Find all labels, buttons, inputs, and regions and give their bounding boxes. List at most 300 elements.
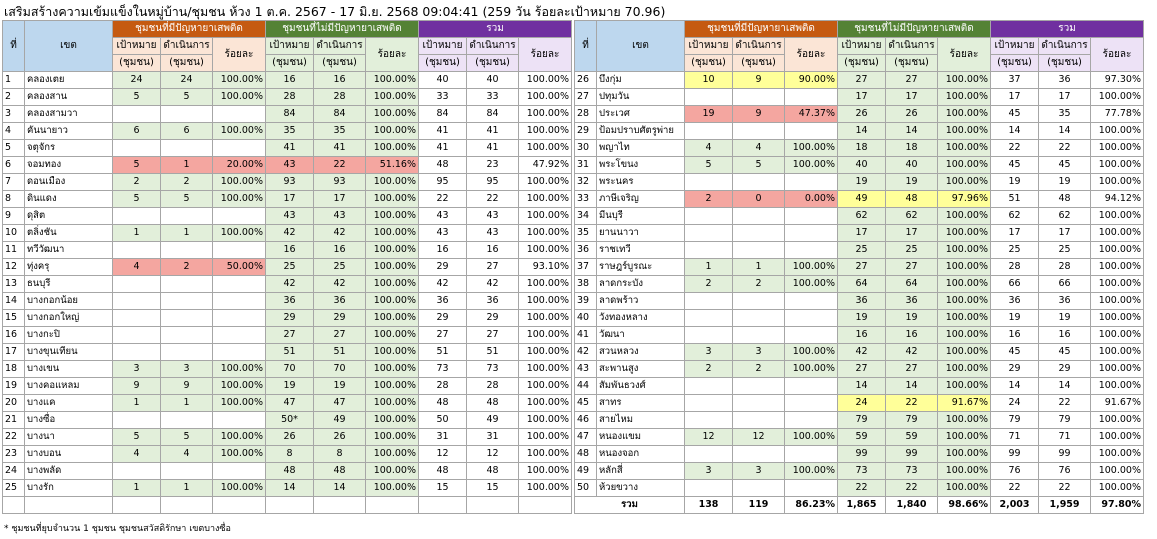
total-target: 50 bbox=[419, 412, 467, 429]
row-number: 6 bbox=[3, 157, 25, 174]
total-target: 22 bbox=[991, 140, 1039, 157]
total-target: 41 bbox=[419, 123, 467, 140]
drug-target: 4 bbox=[113, 259, 161, 276]
blank-cell bbox=[314, 497, 366, 514]
total-target: 16 bbox=[991, 327, 1039, 344]
table-row bbox=[575, 208, 1144, 225]
blank-cell bbox=[25, 497, 113, 514]
total-target: 84 bbox=[419, 106, 467, 123]
drug-done: 3 bbox=[733, 463, 785, 480]
nodrug-percent: 100.00% bbox=[366, 242, 419, 259]
total-done: 99 bbox=[1039, 446, 1091, 463]
drug-percent: 100.00% bbox=[213, 361, 266, 378]
nodrug-done: 41 bbox=[314, 140, 366, 157]
total-percent: 100.00% bbox=[519, 480, 572, 497]
nodrug-percent: 100.00% bbox=[938, 72, 991, 89]
done-header: ดำเนินการ bbox=[467, 38, 519, 55]
percent-header: ร้อยละ bbox=[785, 38, 838, 72]
total-target: 71 bbox=[991, 429, 1039, 446]
total-done: 28 bbox=[1039, 259, 1091, 276]
table-row bbox=[3, 361, 572, 378]
total-target: 25 bbox=[991, 242, 1039, 259]
done-header: ดำเนินการ bbox=[733, 38, 785, 55]
drug-target: 1 bbox=[113, 480, 161, 497]
nodrug-target: 27 bbox=[266, 327, 314, 344]
drug-percent bbox=[785, 174, 838, 191]
table-row bbox=[575, 378, 1144, 395]
total-target: 43 bbox=[419, 208, 467, 225]
nodrug-target: 8 bbox=[266, 446, 314, 463]
nodrug-target: 28 bbox=[266, 89, 314, 106]
table-row bbox=[3, 395, 572, 412]
table-row bbox=[3, 293, 572, 310]
nodrug-percent: 100.00% bbox=[366, 106, 419, 123]
total-done: 43 bbox=[467, 225, 519, 242]
target-header: เป้าหมาย bbox=[266, 38, 314, 55]
nodrug-done: 99 bbox=[886, 446, 938, 463]
drug-done: 4 bbox=[733, 140, 785, 157]
nodrug-percent: 100.00% bbox=[366, 395, 419, 412]
drug-percent: 100.00% bbox=[213, 72, 266, 89]
nodrug-target: 42 bbox=[838, 344, 886, 361]
total-group-header: รวม bbox=[419, 21, 572, 38]
row-number: 1 bbox=[3, 72, 25, 89]
drug-percent bbox=[213, 310, 266, 327]
tables-wrap bbox=[2, 20, 1144, 514]
nodrug-target: 14 bbox=[838, 378, 886, 395]
row-number: 11 bbox=[3, 242, 25, 259]
percent-header: ร้อยละ bbox=[213, 38, 266, 72]
drug-percent bbox=[785, 242, 838, 259]
nodrug-target: 16 bbox=[266, 242, 314, 259]
nodrug-done: 36 bbox=[886, 293, 938, 310]
drug-percent bbox=[785, 89, 838, 106]
total-nodrug-percent: 98.66% bbox=[938, 497, 991, 514]
nodrug-target: 99 bbox=[838, 446, 886, 463]
nodrug-done: 14 bbox=[886, 123, 938, 140]
nodrug-percent: 100.00% bbox=[938, 344, 991, 361]
table-row bbox=[575, 344, 1144, 361]
total-percent: 100.00% bbox=[1091, 259, 1144, 276]
district-name: บางขุนเทียน bbox=[25, 344, 113, 361]
drug-percent bbox=[785, 123, 838, 140]
district-name: บางนา bbox=[25, 429, 113, 446]
drug-percent bbox=[213, 242, 266, 259]
total-percent: 100.00% bbox=[1091, 157, 1144, 174]
nodrug-done: 27 bbox=[886, 259, 938, 276]
drug-done bbox=[161, 412, 213, 429]
total-done: 31 bbox=[467, 429, 519, 446]
total-percent: 100.00% bbox=[519, 395, 572, 412]
done-header: ดำเนินการ bbox=[314, 38, 366, 55]
total-done: 16 bbox=[1039, 327, 1091, 344]
total-percent: 100.00% bbox=[519, 327, 572, 344]
nodrug-done: 35 bbox=[314, 123, 366, 140]
nodrug-done: 79 bbox=[886, 412, 938, 429]
total-percent: 100.00% bbox=[1091, 140, 1144, 157]
blank-cell bbox=[366, 497, 419, 514]
nodrug-percent: 100.00% bbox=[938, 378, 991, 395]
total-done: 14 bbox=[1039, 378, 1091, 395]
drug-done bbox=[733, 395, 785, 412]
drug-done bbox=[161, 344, 213, 361]
drug-percent bbox=[785, 378, 838, 395]
unit-header: (ชุมชน) bbox=[467, 55, 519, 72]
total-percent: 100.00% bbox=[1091, 208, 1144, 225]
row-number: 27 bbox=[575, 89, 597, 106]
drug-percent: 50.00% bbox=[213, 259, 266, 276]
nodrug-target: 16 bbox=[838, 327, 886, 344]
drug-target bbox=[685, 412, 733, 429]
total-target: 48 bbox=[419, 157, 467, 174]
drug-percent: 100.00% bbox=[785, 429, 838, 446]
done-header: ดำเนินการ bbox=[886, 38, 938, 55]
total-all-done: 1,959 bbox=[1039, 497, 1091, 514]
total-percent: 100.00% bbox=[519, 208, 572, 225]
nodrug-done: 25 bbox=[314, 259, 366, 276]
total-target: 45 bbox=[991, 157, 1039, 174]
drug-percent bbox=[213, 344, 266, 361]
row-number: 35 bbox=[575, 225, 597, 242]
total-target: 42 bbox=[419, 276, 467, 293]
district-name: พญาไท bbox=[597, 140, 685, 157]
drug-target: 2 bbox=[113, 174, 161, 191]
col-district-header: เขต bbox=[597, 21, 685, 72]
total-target: 99 bbox=[991, 446, 1039, 463]
district-name: ยานนาวา bbox=[597, 225, 685, 242]
total-target: 14 bbox=[991, 378, 1039, 395]
total-target: 29 bbox=[419, 310, 467, 327]
table-row bbox=[575, 89, 1144, 106]
drug-percent bbox=[785, 225, 838, 242]
district-name: ราษฎร์บูรณะ bbox=[597, 259, 685, 276]
nodrug-target: 62 bbox=[838, 208, 886, 225]
total-percent: 100.00% bbox=[1091, 361, 1144, 378]
drug-target: 6 bbox=[113, 123, 161, 140]
left-table-body bbox=[3, 72, 572, 514]
drug-target bbox=[685, 208, 733, 225]
nodrug-target: 42 bbox=[266, 225, 314, 242]
table-row bbox=[3, 242, 572, 259]
total-percent: 100.00% bbox=[1091, 344, 1144, 361]
total-drug-done: 119 bbox=[733, 497, 785, 514]
nodrug-done: 17 bbox=[886, 225, 938, 242]
drug-percent bbox=[785, 293, 838, 310]
total-target: 28 bbox=[991, 259, 1039, 276]
total-target: 19 bbox=[991, 310, 1039, 327]
row-number: 22 bbox=[3, 429, 25, 446]
total-target: 33 bbox=[419, 89, 467, 106]
nodrug-percent: 100.00% bbox=[366, 208, 419, 225]
total-done: 71 bbox=[1039, 429, 1091, 446]
total-done: 36 bbox=[1039, 293, 1091, 310]
total-target: 66 bbox=[991, 276, 1039, 293]
drug-target bbox=[685, 242, 733, 259]
drug-done: 9 bbox=[161, 378, 213, 395]
done-header: ดำเนินการ bbox=[161, 38, 213, 55]
district-name: ห้วยขวาง bbox=[597, 480, 685, 497]
drug-target: 1 bbox=[113, 395, 161, 412]
total-target: 16 bbox=[419, 242, 467, 259]
nodrug-done: 28 bbox=[314, 89, 366, 106]
drug-target: 2 bbox=[685, 361, 733, 378]
nodrug-percent: 100.00% bbox=[366, 89, 419, 106]
nodrug-target: 27 bbox=[838, 72, 886, 89]
drug-percent: 100.00% bbox=[213, 480, 266, 497]
nodrug-target: 17 bbox=[838, 225, 886, 242]
total-done: 51 bbox=[467, 344, 519, 361]
row-number: 4 bbox=[3, 123, 25, 140]
nodrug-target: 26 bbox=[266, 429, 314, 446]
district-name: สายไหม bbox=[597, 412, 685, 429]
total-done: 76 bbox=[1039, 463, 1091, 480]
total-target: 95 bbox=[419, 174, 467, 191]
drug-done: 24 bbox=[161, 72, 213, 89]
nodrug-done: 36 bbox=[314, 293, 366, 310]
drug-done: 5 bbox=[161, 429, 213, 446]
nodrug-done: 27 bbox=[886, 361, 938, 378]
table-row bbox=[575, 106, 1144, 123]
district-name: คลองสามวา bbox=[25, 106, 113, 123]
drug-percent: 100.00% bbox=[213, 191, 266, 208]
total-done: 29 bbox=[1039, 361, 1091, 378]
total-percent: 100.00% bbox=[519, 412, 572, 429]
blank-cell bbox=[519, 497, 572, 514]
nodrug-done: 22 bbox=[314, 157, 366, 174]
nodrug-percent: 100.00% bbox=[366, 344, 419, 361]
nodrug-done: 47 bbox=[314, 395, 366, 412]
drug-done bbox=[733, 446, 785, 463]
total-target: 41 bbox=[419, 140, 467, 157]
nodrug-percent: 100.00% bbox=[938, 310, 991, 327]
drug-percent: 100.00% bbox=[213, 225, 266, 242]
table-row bbox=[3, 225, 572, 242]
drug-done: 9 bbox=[733, 106, 785, 123]
drug-target bbox=[685, 395, 733, 412]
row-number: 26 bbox=[575, 72, 597, 89]
total-done: 12 bbox=[467, 446, 519, 463]
nodrug-percent: 100.00% bbox=[366, 378, 419, 395]
total-done: 25 bbox=[1039, 242, 1091, 259]
nodrug-percent: 100.00% bbox=[366, 72, 419, 89]
table-row bbox=[575, 225, 1144, 242]
nodrug-percent: 100.00% bbox=[938, 446, 991, 463]
nodrug-target: 35 bbox=[266, 123, 314, 140]
nodrug-percent: 100.00% bbox=[938, 293, 991, 310]
row-number: 7 bbox=[3, 174, 25, 191]
row-number: 37 bbox=[575, 259, 597, 276]
total-percent: 100.00% bbox=[519, 293, 572, 310]
total-percent: 100.00% bbox=[1091, 480, 1144, 497]
drug-target bbox=[113, 327, 161, 344]
drug-done bbox=[733, 123, 785, 140]
row-number: 24 bbox=[3, 463, 25, 480]
total-done: 62 bbox=[1039, 208, 1091, 225]
district-name: บางคอแหลม bbox=[25, 378, 113, 395]
total-done: 27 bbox=[467, 259, 519, 276]
total-all-percent: 97.80% bbox=[1091, 497, 1144, 514]
total-target: 22 bbox=[991, 480, 1039, 497]
total-done: 16 bbox=[467, 242, 519, 259]
drug-percent: 100.00% bbox=[785, 140, 838, 157]
drug-percent bbox=[213, 412, 266, 429]
drug-percent bbox=[785, 446, 838, 463]
blank-cell bbox=[213, 497, 266, 514]
nodrug-target: 48 bbox=[266, 463, 314, 480]
nodrug-done: 29 bbox=[314, 310, 366, 327]
drug-target bbox=[685, 327, 733, 344]
nodrug-done: 51 bbox=[314, 344, 366, 361]
drug-percent: 100.00% bbox=[785, 463, 838, 480]
district-name: พระนคร bbox=[597, 174, 685, 191]
drug-target bbox=[113, 293, 161, 310]
drug-percent bbox=[213, 327, 266, 344]
drug-target: 5 bbox=[113, 89, 161, 106]
drug-percent: 100.00% bbox=[213, 174, 266, 191]
nodrug-percent: 100.00% bbox=[938, 327, 991, 344]
nodrug-target: 27 bbox=[838, 259, 886, 276]
total-percent: 100.00% bbox=[1091, 123, 1144, 140]
district-name: บางบอน bbox=[25, 446, 113, 463]
district-name: ธนบุรี bbox=[25, 276, 113, 293]
table-row bbox=[575, 276, 1144, 293]
nodrug-percent: 100.00% bbox=[366, 412, 419, 429]
total-percent: 100.00% bbox=[1091, 293, 1144, 310]
drug-percent: 20.00% bbox=[213, 157, 266, 174]
table-row bbox=[3, 446, 572, 463]
unit-header: (ชุมชน) bbox=[314, 55, 366, 72]
drug-percent: 100.00% bbox=[785, 276, 838, 293]
total-target: 73 bbox=[419, 361, 467, 378]
table-row bbox=[575, 293, 1144, 310]
drug-done: 2 bbox=[733, 276, 785, 293]
unit-header: (ชุมชน) bbox=[886, 55, 938, 72]
nodrug-done: 8 bbox=[314, 446, 366, 463]
district-name: ทวีวัฒนา bbox=[25, 242, 113, 259]
total-done: 19 bbox=[1039, 174, 1091, 191]
table-row bbox=[575, 446, 1144, 463]
drug-percent bbox=[785, 208, 838, 225]
row-number: 25 bbox=[3, 480, 25, 497]
district-name: ดินแดง bbox=[25, 191, 113, 208]
district-name: ภาษีเจริญ bbox=[597, 191, 685, 208]
nodrug-percent: 100.00% bbox=[938, 259, 991, 276]
row-number: 16 bbox=[3, 327, 25, 344]
total-percent: 100.00% bbox=[519, 463, 572, 480]
nodrug-target: 18 bbox=[838, 140, 886, 157]
row-number: 12 bbox=[3, 259, 25, 276]
table-row bbox=[3, 480, 572, 497]
drug-target bbox=[685, 446, 733, 463]
table-row bbox=[575, 242, 1144, 259]
total-percent: 47.92% bbox=[519, 157, 572, 174]
district-name: บางพลัด bbox=[25, 463, 113, 480]
total-done: 95 bbox=[467, 174, 519, 191]
total-percent: 100.00% bbox=[1091, 174, 1144, 191]
nodrug-percent: 100.00% bbox=[366, 276, 419, 293]
district-name: หลักสี่ bbox=[597, 463, 685, 480]
table-row bbox=[575, 123, 1144, 140]
nodrug-target: 36 bbox=[266, 293, 314, 310]
total-target: 76 bbox=[991, 463, 1039, 480]
nodrug-percent: 100.00% bbox=[938, 361, 991, 378]
row-number: 32 bbox=[575, 174, 597, 191]
total-percent: 100.00% bbox=[519, 225, 572, 242]
total-done: 19 bbox=[1039, 310, 1091, 327]
total-percent: 100.00% bbox=[519, 106, 572, 123]
nodrug-percent: 100.00% bbox=[366, 123, 419, 140]
drug-done: 1 bbox=[161, 157, 213, 174]
total-done: 48 bbox=[1039, 191, 1091, 208]
nodrug-percent: 100.00% bbox=[938, 106, 991, 123]
table-row bbox=[3, 310, 572, 327]
total-target: 79 bbox=[991, 412, 1039, 429]
drug-done bbox=[733, 327, 785, 344]
total-percent: 100.00% bbox=[519, 429, 572, 446]
drug-done bbox=[161, 327, 213, 344]
total-target: 45 bbox=[991, 106, 1039, 123]
nodrug-done: 25 bbox=[886, 242, 938, 259]
drug-target bbox=[113, 310, 161, 327]
nodrug-target: 93 bbox=[266, 174, 314, 191]
row-number: 31 bbox=[575, 157, 597, 174]
total-target: 45 bbox=[991, 344, 1039, 361]
district-name: มีนบุรี bbox=[597, 208, 685, 225]
nodrug-percent: 100.00% bbox=[938, 208, 991, 225]
drug-target: 5 bbox=[113, 429, 161, 446]
drug-percent bbox=[213, 140, 266, 157]
nodrug-percent: 100.00% bbox=[938, 412, 991, 429]
nodrug-percent: 100.00% bbox=[938, 480, 991, 497]
drug-target bbox=[113, 208, 161, 225]
nodrug-percent: 100.00% bbox=[366, 225, 419, 242]
table-row bbox=[575, 361, 1144, 378]
drug-target: 12 bbox=[685, 429, 733, 446]
total-done: 35 bbox=[1039, 106, 1091, 123]
row-number: 9 bbox=[3, 208, 25, 225]
nodrug-target: 24 bbox=[838, 395, 886, 412]
total-percent: 100.00% bbox=[519, 89, 572, 106]
total-done: 29 bbox=[467, 310, 519, 327]
nodrug-percent: 100.00% bbox=[366, 361, 419, 378]
nodrug-percent: 100.00% bbox=[366, 191, 419, 208]
total-percent: 100.00% bbox=[519, 446, 572, 463]
row-number: 8 bbox=[3, 191, 25, 208]
nodrug-target: 64 bbox=[838, 276, 886, 293]
table-row bbox=[575, 157, 1144, 174]
total-percent: 100.00% bbox=[519, 378, 572, 395]
table-row bbox=[575, 259, 1144, 276]
nodrug-target: 50* bbox=[266, 412, 314, 429]
nodrug-target: 22 bbox=[838, 480, 886, 497]
nodrug-percent: 100.00% bbox=[366, 429, 419, 446]
table-row bbox=[575, 463, 1144, 480]
total-target: 40 bbox=[419, 72, 467, 89]
drug-target bbox=[113, 140, 161, 157]
row-number: 46 bbox=[575, 412, 597, 429]
total-percent: 100.00% bbox=[519, 276, 572, 293]
table-row bbox=[3, 412, 572, 429]
nodrug-percent: 100.00% bbox=[938, 89, 991, 106]
total-done: 42 bbox=[467, 276, 519, 293]
nodrug-target: 42 bbox=[266, 276, 314, 293]
drug-percent: 100.00% bbox=[785, 157, 838, 174]
nodrug-group-header: ชุมชนที่ไม่มีปัญหายาเสพติด bbox=[838, 21, 991, 38]
total-percent: 100.00% bbox=[1091, 446, 1144, 463]
drug-target bbox=[685, 293, 733, 310]
drug-done bbox=[161, 276, 213, 293]
drug-percent: 100.00% bbox=[785, 259, 838, 276]
